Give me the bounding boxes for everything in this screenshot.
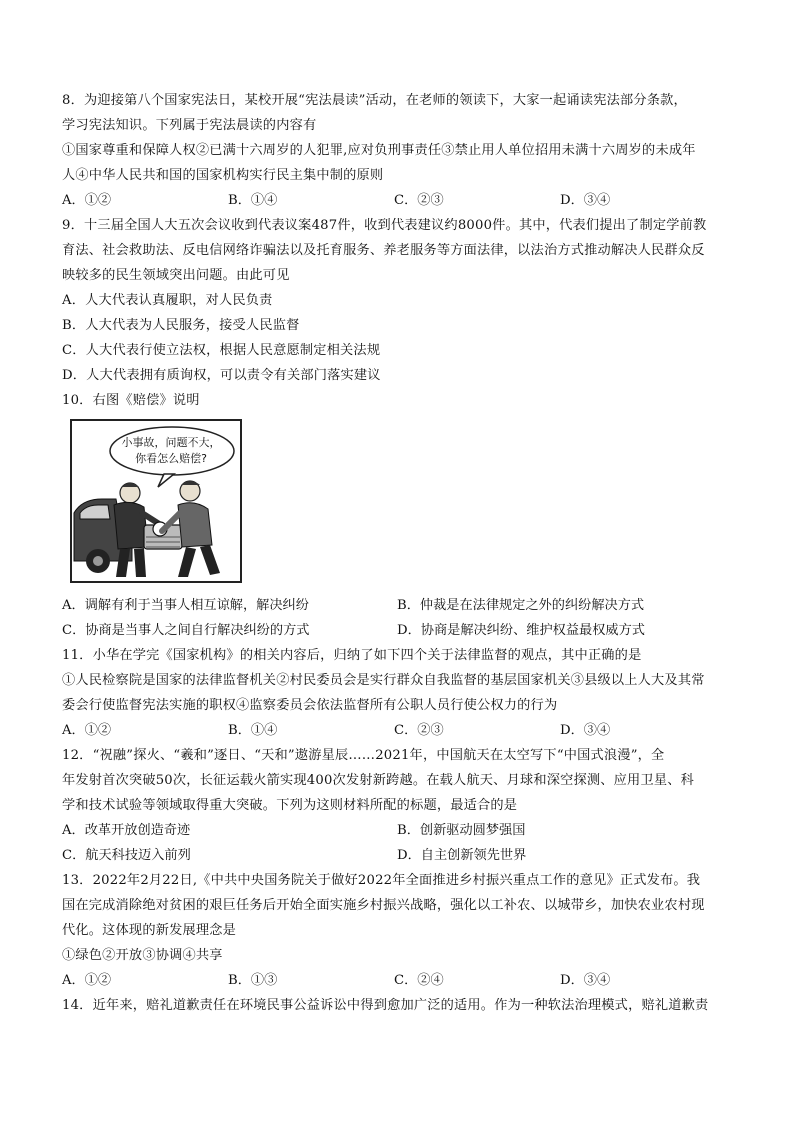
q12-options-row — [62, 843, 738, 868]
q13-option-d[interactable]: D．③④ — [560, 973, 611, 988]
q12-stem-line: 12．“祝融”探火、“羲和”逐日、“天和”遨游星辰……2021年，中国航天在太空写下“中国式浪漫”，全 — [62, 748, 665, 763]
q10-option-b[interactable]: B．仲裁是在法律规定之外的纠纷解决方式 — [397, 598, 645, 613]
compensation-cartoon — [70, 419, 242, 583]
q8-stem-line: 8．为迎接第八个国家宪法日，某校开展“宪法晨读”活动，在老师的领读下，大家一起诵读宪法部分条款， — [62, 93, 687, 108]
q10-option-c[interactable]: C．协商是当事人之间自行解决纠纷的方式 — [62, 623, 310, 638]
q8-option-b[interactable]: B．①④ — [228, 193, 278, 208]
question-12 — [62, 743, 738, 868]
q9-stem-line: 9．十三届全国人大五次会议收到代表议案487件，收到代表建议约8000件。其中，代表们提出了制定学前教 — [62, 218, 707, 233]
q11-option-c[interactable]: C．②③ — [394, 723, 444, 738]
q11-items-line: 委会行使监督宪法实施的职权④监察委员会依法监督所有公职人员行使公权力的行为 — [62, 698, 558, 713]
q13-option-c[interactable]: C．②④ — [394, 973, 444, 988]
q13-options — [62, 968, 738, 993]
q12-options-row — [62, 818, 738, 843]
q13-stem-line: 代化。这体现的新发展理念是 — [62, 923, 237, 938]
q8-option-a[interactable]: A．①② — [62, 193, 112, 208]
q11-option-b[interactable]: B．①④ — [228, 723, 278, 738]
q13-option-b[interactable]: B．①③ — [228, 973, 278, 988]
q11-option-d[interactable]: D．③④ — [560, 723, 611, 738]
question-10 — [62, 388, 738, 643]
q13-items: ①绿色②开放③协调④共享 — [62, 948, 223, 963]
q12-option-c[interactable]: C．航天科技迈入前列 — [62, 848, 191, 863]
q10-option-d[interactable]: D．协商是解决纠纷、维护权益最权威方式 — [397, 623, 645, 638]
q12-option-b[interactable]: B．创新驱动圆梦强国 — [397, 823, 526, 838]
question-9 — [62, 213, 738, 388]
q8-items-line: 人④中华人民共和国的国家机构实行民主集中制的原则 — [62, 168, 384, 183]
q9-option-c[interactable]: C．人大代表行使立法权，根据人民意愿制定相关法规 — [62, 343, 381, 358]
exam-page — [62, 88, 738, 1018]
q10-stem: 10．右图《赔偿》说明 — [62, 393, 200, 408]
q11-stem: 11．小华在学完《国家机构》的相关内容后，归纳了如下四个关于法律监督的观点，其中正确的是 — [62, 648, 642, 663]
q14-stem-line: 14．近年来，赔礼道歉责任在环境民事公益诉讼中得到愈加广泛的适用。作为一种软法治理模式，赔礼道歉责 — [62, 998, 709, 1013]
q13-option-a[interactable]: A．①② — [62, 973, 112, 988]
q10-option-a[interactable]: A．调解有利于当事人相互谅解，解决纠纷 — [62, 598, 309, 613]
q8-stem-line: 学习宪法知识。下列属于宪法晨读的内容有 — [62, 118, 317, 133]
q12-stem-line: 学和技术试验等领域取得重大突破。下列为这则材料所配的标题，最适合的是 — [62, 798, 518, 813]
question-13 — [62, 868, 738, 993]
q13-stem-line: 13．2022年2月22日,《中共中央国务院关于做好2022年全面推进乡村振兴重点工作的意见》正式发布。我 — [62, 873, 701, 888]
q8-options — [62, 188, 738, 213]
speech-line: 你看怎么赔偿? — [135, 452, 207, 465]
q8-option-d[interactable]: D．③④ — [560, 193, 611, 208]
question-11 — [62, 643, 738, 743]
q9-option-b[interactable]: B．人大代表为人民服务，接受人民监督 — [62, 318, 300, 333]
q12-option-d[interactable]: D．自主创新领先世界 — [397, 848, 527, 863]
q11-option-a[interactable]: A．①② — [62, 723, 112, 738]
question-8 — [62, 88, 738, 213]
q12-option-a[interactable]: A．改革开放创造奇迹 — [62, 823, 191, 838]
q9-stem-line: 映较多的民生领域突出问题。由此可见 — [62, 268, 290, 283]
speech-line: 小事故，问题不大， — [121, 436, 221, 449]
q10-options-row — [62, 618, 738, 643]
q13-stem-line: 国在完成消除绝对贫困的艰巨任务后开始全面实施乡村振兴战略，强化以工补农、以城带乡，加快农业农村现 — [62, 898, 705, 913]
q8-option-c[interactable]: C．②③ — [394, 193, 444, 208]
question-14 — [62, 993, 738, 1018]
q12-stem-line: 年发射首次突破50次，长征运载火箭实现400次发射新跨越。在载人航天、月球和深空探测、应用卫星、科 — [62, 773, 694, 788]
q11-items-line: ①人民检察院是国家的法律监督机关②村民委员会是实行群众自我监督的基层国家机关③县级以上人大及其常 — [62, 673, 705, 688]
q9-stem-line: 育法、社会救助法、反电信网络诈骗法以及托育服务、养老服务等方面法律，以法治方式推动解决人民群众反 — [62, 243, 705, 258]
q9-option-a[interactable]: A．人大代表认真履职，对人民负责 — [62, 293, 273, 308]
q8-items-line: ①国家尊重和保障人权②已满十六周岁的人犯罪,应对负刑事责任③禁止用人单位招用未满十六周岁的未成年 — [62, 143, 696, 158]
q9-option-d[interactable]: D．人大代表拥有质询权，可以责令有关部门落实建议 — [62, 368, 381, 383]
speech-bubble — [112, 435, 230, 467]
q11-options — [62, 718, 738, 743]
q10-options-row — [62, 593, 738, 618]
